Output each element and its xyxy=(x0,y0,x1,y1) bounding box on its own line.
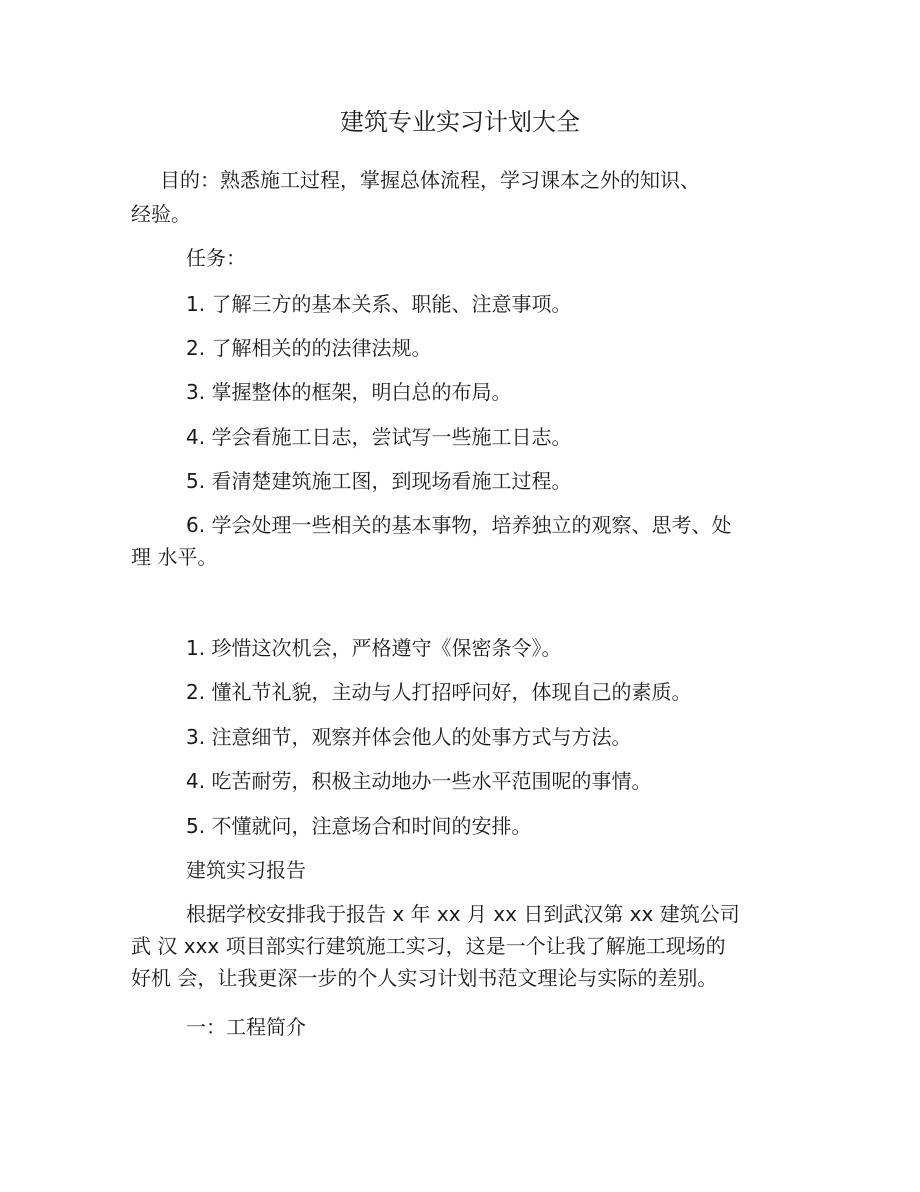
task-item-6-line-2: 理 水平。 xyxy=(131,545,218,569)
document-title: 建筑专业实习计划大全 xyxy=(340,108,580,136)
rule-item-4: 4. 吃苦耐劳，积极主动地办一些水平范围呢的事情。 xyxy=(186,769,652,793)
report-paragraph-line-1: 根据学校安排我于报告 x 年 xx 月 xx 日到武汉第 xx 建筑公司 xyxy=(186,902,740,926)
tasks-heading: 任务： xyxy=(186,246,246,270)
report-paragraph-line-2: 武 汉 xxx 项目部实行建筑施工实习，这是一个让我了解施工现场的 xyxy=(131,934,726,958)
rule-item-2: 2. 懂礼节礼貌，主动与人打招呼问好，体现自己的素质。 xyxy=(186,680,692,704)
task-item-6-line-1: 6. 学会处理一些相关的基本事物，培养独立的观察、思考、处 xyxy=(186,513,732,537)
task-item-5: 5. 看清楚建筑施工图，到现场看施工过程。 xyxy=(186,469,572,493)
rule-item-1: 1. 珍惜这次机会，严格遵守《保密条令》。 xyxy=(186,636,562,660)
task-item-2: 2. 了解相关的的法律法规。 xyxy=(186,336,432,360)
report-paragraph-line-3: 好机 会，让我更深一步的个人实习计划书范文理论与实际的差别。 xyxy=(131,966,718,990)
task-item-3: 3. 掌握整体的框架，明白总的布局。 xyxy=(186,380,512,404)
task-item-4: 4. 学会看施工日志，尝试写一些施工日志。 xyxy=(186,425,572,449)
purpose-line-2: 经验。 xyxy=(131,202,191,226)
rule-item-5: 5. 不懂就问，注意场合和时间的安排。 xyxy=(186,814,532,838)
rule-item-3: 3. 注意细节，观察并体会他人的处事方式与方法。 xyxy=(186,725,632,749)
purpose-line-1: 目的：熟悉施工过程，掌握总体流程，学习课本之外的知识、 xyxy=(160,168,700,192)
report-heading: 建筑实习报告 xyxy=(186,858,306,882)
section-one-heading: 一：工程简介 xyxy=(186,1015,306,1039)
task-item-1: 1. 了解三方的基本关系、职能、注意事项。 xyxy=(186,292,572,316)
